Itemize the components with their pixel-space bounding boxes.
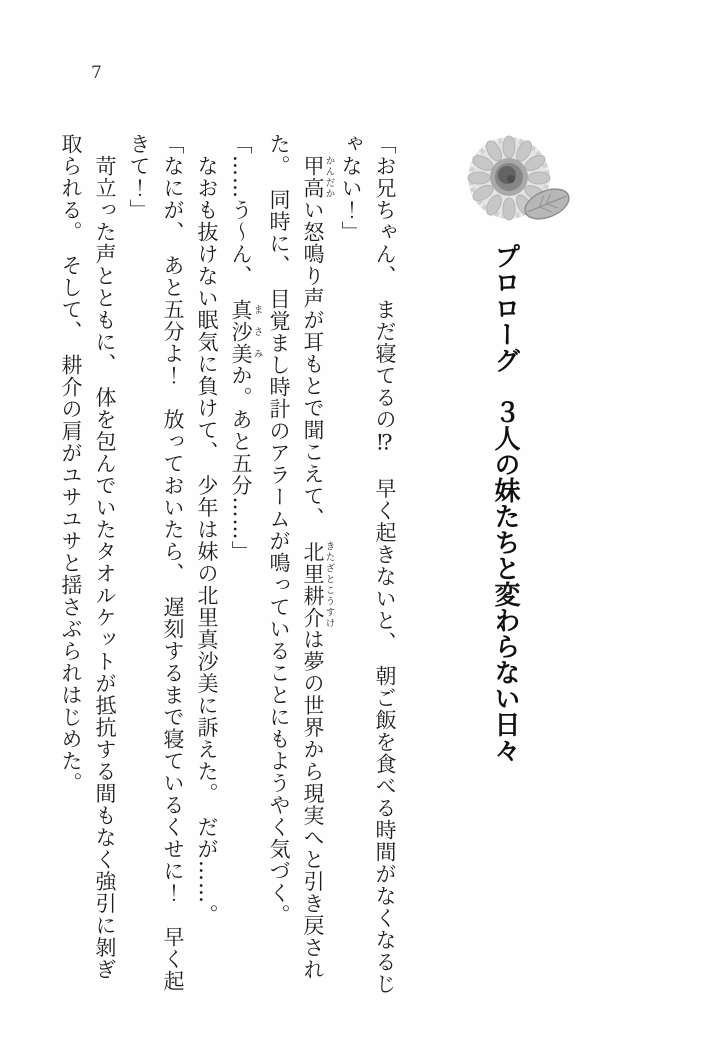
furigana-ruby: 北里耕介きたざとこうすけ <box>301 540 335 629</box>
text-column: 苛立った声とともに、 体を包んでいたタオルケットが抵抗する間もなく強引に剝ぎ <box>93 155 117 981</box>
chapter-title: プロローグ ３人の妹たちと変わらない日々 <box>490 243 520 763</box>
sunflower-icon-svg <box>461 130 579 238</box>
text-column: ゃない！」 <box>339 133 363 243</box>
text-column: 取られる。 そして、 耕介の肩がユサユサと揺さぶられはじめた。 <box>59 133 83 794</box>
body-text <box>54 133 402 1011</box>
text-column: 「……う～ん、 真沙美まさみか。あと五分……」 <box>229 133 263 563</box>
text-column: なおも抜けない眠気に負けて、 少年は妹の北里真沙美に訴えた。 だが……。 <box>195 155 219 926</box>
sunflower-icon <box>461 130 579 238</box>
furigana-ruby: 甲高かんだか <box>301 155 335 199</box>
text-column: た。 同時に、 目覚まし時計のアラームが鳴っていることにもようやく気づく。 <box>267 133 291 926</box>
furigana-ruby: 真沙美まさみ <box>229 298 263 365</box>
text-column: 「なにが、 あと五分よ！ 放っておいたら、 遅刻するまで寝ているくせに！ 早く起 <box>161 133 185 992</box>
text-column: 甲高かんだかい怒鳴り声が耳もとで聞こえて、 北里耕介きたざとこうすけは夢の世界から現実へと引き戻され <box>301 155 335 981</box>
page-number: 7 <box>91 63 103 83</box>
text-column: 「お兄ちゃん、 まだ寝てるの⁉ 早く起きないと、 朝ご飯を食べる時間がなくなるじ <box>373 133 397 995</box>
text-column: きて！」 <box>127 133 151 221</box>
